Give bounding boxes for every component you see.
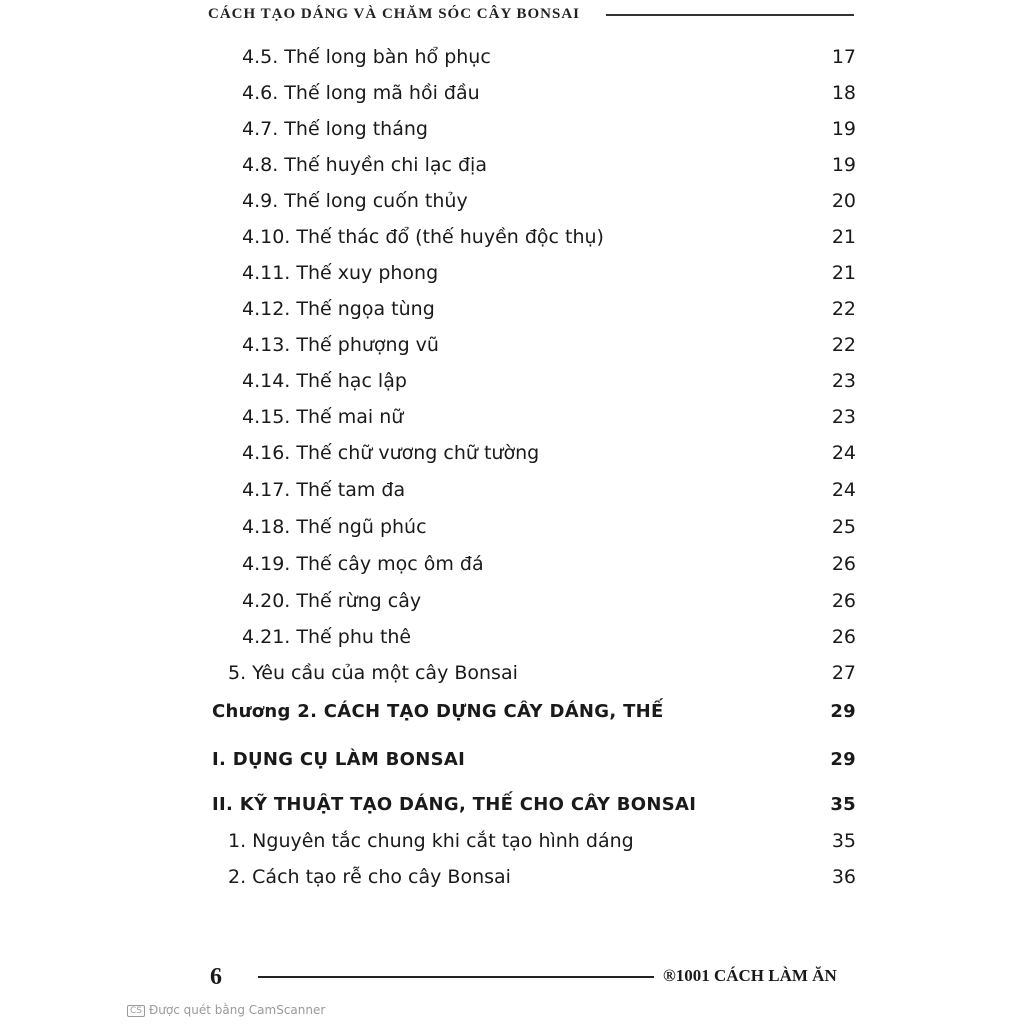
toc-entry-page: 23 — [831, 370, 856, 392]
toc-entry-page: 19 — [831, 118, 856, 140]
scanner-watermark — [127, 1003, 325, 1017]
toc-chapter-title: Chương 2. CÁCH TẠO DỰNG CÂY DÁNG, THẾ — [212, 701, 664, 722]
toc-entry-page: 22 — [831, 334, 856, 356]
toc-entry-title: 5. Yêu cầu của một cây Bonsai — [228, 662, 518, 684]
toc-section-page: 35 — [830, 794, 856, 815]
toc-entry — [0, 258, 1024, 288]
toc-entry — [0, 330, 1024, 360]
toc-entry-title: 4.20. Thế rừng cây — [242, 590, 422, 612]
toc-section-title: II. KỸ THUẬT TẠO DÁNG, THẾ CHO CÂY BONSAI — [212, 794, 697, 815]
toc-entry-page: 19 — [831, 154, 856, 176]
toc-entry-title: 4.7. Thế long tháng — [242, 118, 428, 140]
toc-entry — [0, 658, 1024, 688]
toc-section-title: I. DỤNG CỤ LÀM BONSAI — [212, 749, 466, 770]
toc-entry — [0, 862, 1024, 892]
toc-entry-title: 4.5. Thế long bàn hổ phục — [242, 46, 491, 68]
toc-chapter — [0, 697, 1024, 727]
toc-entry-page: 26 — [831, 590, 856, 612]
toc-entry-title: 4.11. Thế xuy phong — [242, 262, 439, 284]
toc-entry-title: 4.21. Thế phu thê — [242, 626, 412, 648]
toc-entry-title: 4.9. Thế long cuốn thủy — [242, 190, 468, 212]
toc-entry-page: 20 — [831, 190, 856, 212]
toc-entry-title: 4.18. Thế ngũ phúc — [242, 516, 427, 538]
toc-entry — [0, 186, 1024, 216]
toc-entry-page: 35 — [831, 830, 856, 852]
page-number: 6 — [210, 964, 222, 990]
toc-entry-page: 21 — [831, 226, 856, 248]
toc-entry-title: 4.17. Thế tam đa — [242, 479, 406, 501]
scanner-text: Được quét bằng CamScanner — [149, 1003, 326, 1017]
toc-entry-page: 27 — [831, 662, 856, 684]
toc-entry-page: 24 — [831, 442, 856, 464]
toc-entry — [0, 294, 1024, 324]
toc-entry — [0, 78, 1024, 108]
toc-entry-title: 4.12. Thế ngọa tùng — [242, 298, 435, 320]
toc-entry-title: 4.15. Thế mai nữ — [242, 406, 404, 428]
toc-entry-title: 4.14. Thế hạc lập — [242, 370, 407, 392]
camscanner-icon: CS — [127, 1005, 145, 1017]
toc-entry-page: 23 — [831, 406, 856, 428]
running-head: CÁCH TẠO DÁNG VÀ CHĂM SÓC CÂY BONSAI — [208, 6, 580, 22]
toc-entry — [0, 222, 1024, 252]
toc-entry — [0, 366, 1024, 396]
toc-entry-page: 21 — [831, 262, 856, 284]
toc-entry — [0, 150, 1024, 180]
toc-entry-page: 26 — [831, 553, 856, 575]
footer-rule — [258, 976, 654, 978]
toc-section — [0, 790, 1024, 820]
toc-entry — [0, 549, 1024, 579]
toc-entry-title: 4.19. Thế cây mọc ôm đá — [242, 553, 484, 575]
toc-entry-page: 36 — [831, 866, 856, 888]
toc-section-page: 29 — [830, 749, 856, 770]
toc-entry-page: 17 — [831, 46, 856, 68]
toc-entry — [0, 512, 1024, 542]
toc-entry — [0, 622, 1024, 652]
toc-section — [0, 745, 1024, 775]
toc-entry-title: 2. Cách tạo rễ cho cây Bonsai — [228, 866, 511, 888]
toc-entry-page: 24 — [831, 479, 856, 501]
toc-entry-page: 18 — [831, 82, 856, 104]
toc-entry — [0, 114, 1024, 144]
toc-entry-title: 4.6. Thế long mã hồi đầu — [242, 82, 480, 104]
footer-brand: ®1001 CÁCH LÀM ĂN — [663, 966, 837, 985]
toc-entry-title: 1. Nguyên tắc chung khi cắt tạo hình dáng — [228, 830, 634, 852]
running-head-rule — [606, 14, 854, 16]
toc-entry-title: 4.13. Thế phượng vũ — [242, 334, 439, 356]
toc-entry — [0, 586, 1024, 616]
toc-entry-page: 26 — [831, 626, 856, 648]
toc-entry — [0, 475, 1024, 505]
toc-entry — [0, 402, 1024, 432]
toc-entry-page: 25 — [831, 516, 856, 538]
toc-entry — [0, 42, 1024, 72]
toc-entry-title: 4.10. Thế thác đổ (thế huyền độc thụ) — [242, 226, 604, 248]
toc-entry-title: 4.16. Thế chữ vương chữ tường — [242, 442, 540, 464]
toc-entry — [0, 826, 1024, 856]
toc-entry-title: 4.8. Thế huyền chi lạc địa — [242, 154, 487, 176]
toc-chapter-page: 29 — [830, 701, 856, 722]
toc-entry — [0, 438, 1024, 468]
toc-entry-page: 22 — [831, 298, 856, 320]
